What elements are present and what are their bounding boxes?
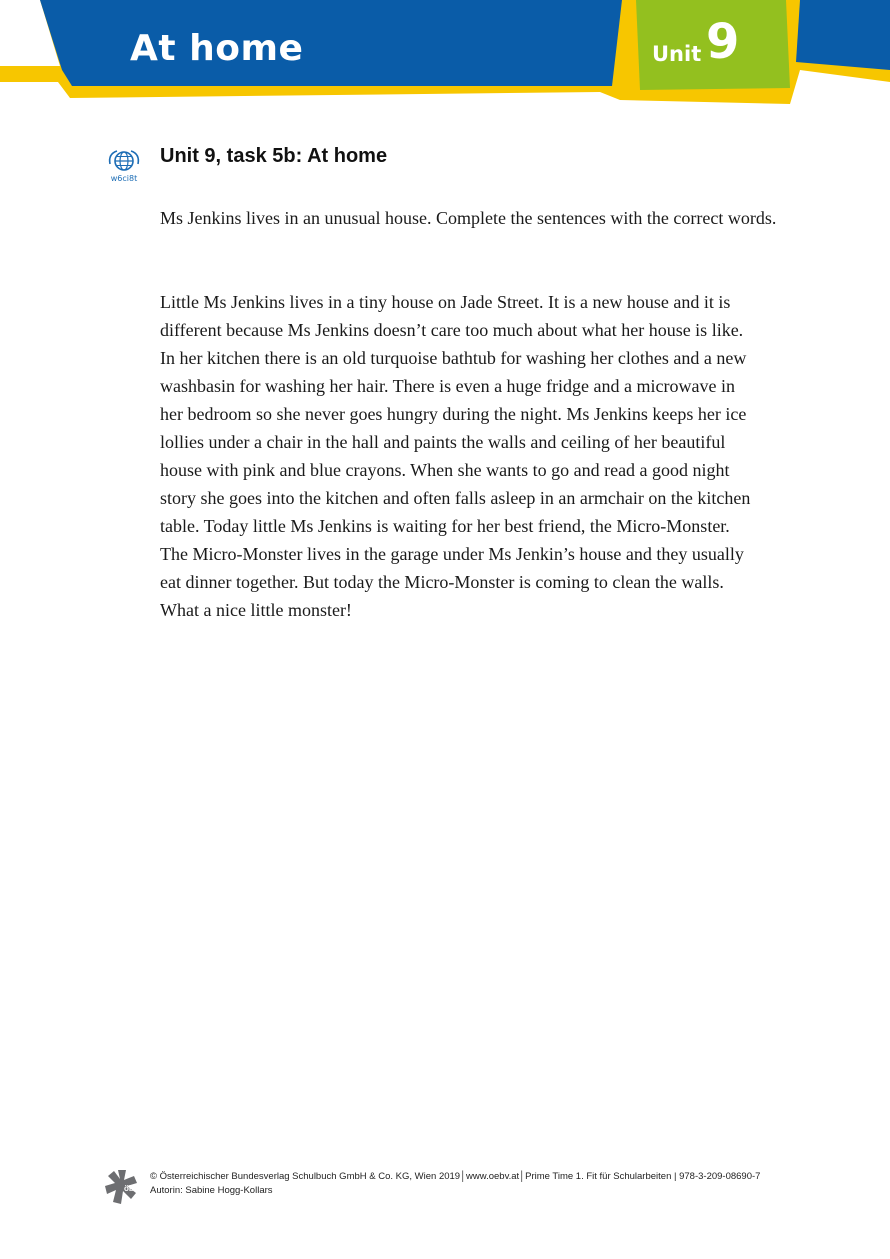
unit-number: 9	[706, 14, 740, 70]
story-line: In her kitchen there is an old turquoise bathtub for washing her clothes and a new	[160, 348, 747, 368]
story-line: washbasin for washing her hair. There is even a huge fridge and a microwave in	[160, 376, 735, 396]
story-text	[160, 288, 785, 624]
unit-label: Unit	[652, 42, 702, 66]
publisher-logo	[104, 1168, 140, 1206]
story-line: eat dinner together. But today the Micro-Monster is coming to clean the walls.	[160, 572, 724, 592]
story-line: her bedroom so she never goes hungry during the night. Ms Jenkins keeps her ice	[160, 404, 747, 424]
instructions-text: Ms Jenkins lives in an unusual house. Complete the sentences with the correct words.	[160, 208, 777, 228]
online-code-icon[interactable]	[106, 148, 142, 174]
task-instructions	[160, 204, 780, 232]
copyright-line: © Österreichischer Bundesverlag Schulbuch GmbH & Co. KG, Wien 2019│www.oebv.at│Prime Time 1. Fit für Schularbeiten | 978-3-209-08690-7	[150, 1171, 761, 1182]
online-code[interactable]: w6ci8t	[110, 174, 138, 183]
story-line: The Micro-Monster lives in the garage under Ms Jenkin’s house and they usually	[160, 544, 744, 564]
footer	[150, 1170, 760, 1198]
logo-text: öbv	[124, 1184, 139, 1193]
story-line: different because Ms Jenkins doesn’t care too much about what her house is like.	[160, 320, 744, 340]
header-banner	[0, 0, 890, 110]
story-line: story she goes into the kitchen and often falls asleep in an armchair on the kitchen	[160, 488, 751, 508]
page-title: At home	[130, 28, 304, 69]
story-line: Little Ms Jenkins lives in a tiny house on Jade Street. It is a new house and it is	[160, 292, 731, 312]
author-line: Autorin: Sabine Hogg-Kollars	[150, 1185, 273, 1196]
story-line: What a nice little monster!	[160, 600, 352, 620]
story-line: table. Today little Ms Jenkins is waiting for her best friend, the Micro-Monster.	[160, 516, 730, 536]
task-heading: Unit 9, task 5b: At home	[160, 145, 388, 167]
story-line: house with pink and blue crayons. When she wants to go and read a good night	[160, 460, 730, 480]
story-line: lollies under a chair in the hall and paints the walls and ceiling of her beautiful	[160, 432, 726, 452]
